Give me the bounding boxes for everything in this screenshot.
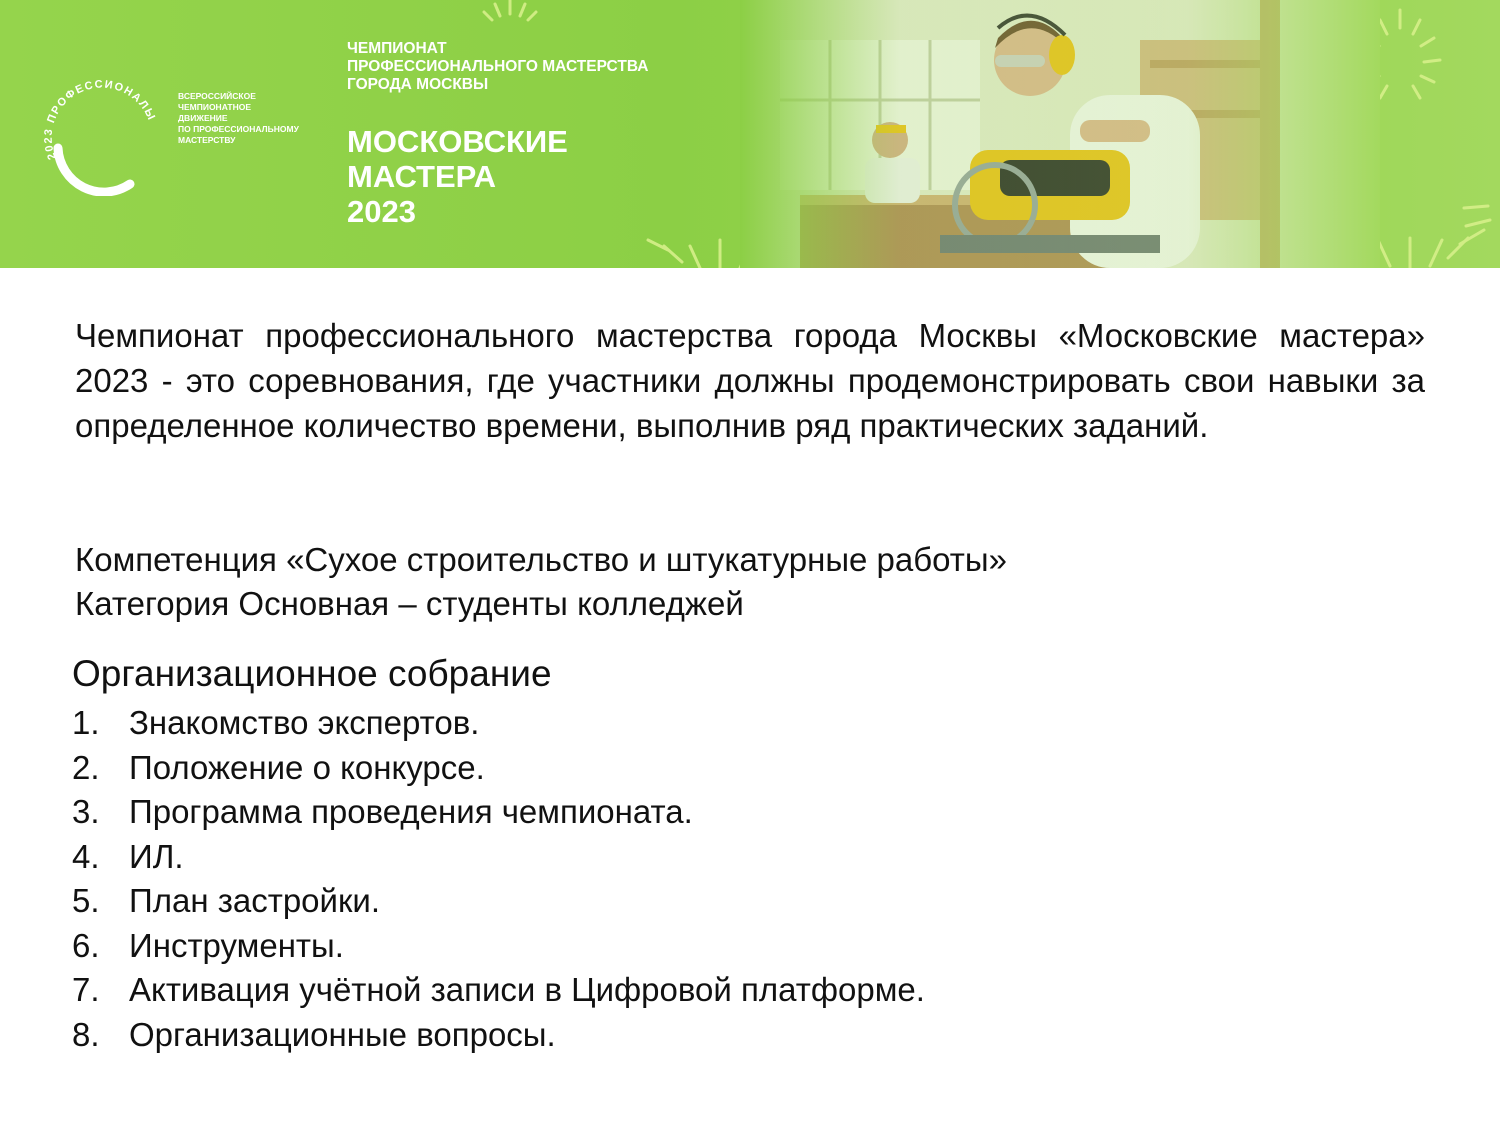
championship-title: ЧЕМПИОНАТ ПРОФЕССИОНАЛЬНОГО МАСТЕРСТВА ГОРОДА МОСКВЫ	[347, 40, 649, 93]
item-number: 6.	[72, 926, 100, 964]
item-text: Положение о конкурсе.	[129, 748, 485, 786]
agenda-list	[72, 701, 1372, 1057]
intro-paragraph: Чемпионат профессионального мастерства города Москвы «Московские мастера» 2023 - это соревнования, где участники должны продемонстрировать свои навыки за определенное количество времени, выполнив ряд практических заданий.	[75, 317, 1425, 444]
agenda-item	[72, 1013, 1372, 1058]
svg-text:2023 ПРОФЕССИОНАЛЫ: 2023 ПРОФЕССИОНАЛЫ	[42, 78, 158, 162]
item-number: 3.	[72, 793, 100, 830]
agenda-item	[72, 835, 1372, 880]
agenda-item	[72, 701, 1372, 746]
professionals-logo	[38, 66, 168, 196]
item-number: 5.	[72, 882, 100, 919]
item-number: 2.	[72, 748, 100, 786]
item-number: 4.	[72, 837, 100, 875]
item-number: 7.	[72, 971, 100, 1008]
organization-name: ВСЕРОССИЙСКОЕ ЧЕМПИОНАТНОЕ ДВИЖЕНИЕ ПО ПРОФЕССИОНАЛЬНОМУ МАСТЕРСТВУ	[178, 91, 299, 145]
agenda-item	[72, 746, 1372, 791]
category-line: Категория Основная – студенты колледжей	[75, 585, 744, 622]
workshop-photo	[740, 0, 1380, 268]
event-name: МОСКОВСКИЕ МАСТЕРА 2023	[347, 124, 568, 229]
item-text: Активация учётной записи в Цифровой платформе.	[129, 971, 925, 1008]
agenda-item	[72, 924, 1372, 969]
item-text: Программа проведения чемпионата.	[129, 793, 693, 830]
agenda-item	[72, 968, 1372, 1013]
item-text: Знакомство экспертов.	[129, 704, 480, 741]
item-text: ИЛ.	[129, 837, 184, 875]
competence-block	[75, 538, 1425, 626]
item-text: Инструменты.	[129, 926, 344, 964]
agenda-item	[72, 879, 1372, 924]
agenda-title: Организационное собрание	[72, 653, 552, 694]
competence-line: Компетенция «Сухое строительство и штукатурные работы»	[75, 541, 1007, 578]
item-text: Организационные вопросы.	[129, 1015, 556, 1053]
item-text: План застройки.	[129, 882, 380, 919]
item-number: 1.	[72, 704, 100, 741]
agenda-item	[72, 790, 1372, 835]
header-banner	[0, 0, 1500, 268]
item-number: 8.	[72, 1015, 100, 1053]
